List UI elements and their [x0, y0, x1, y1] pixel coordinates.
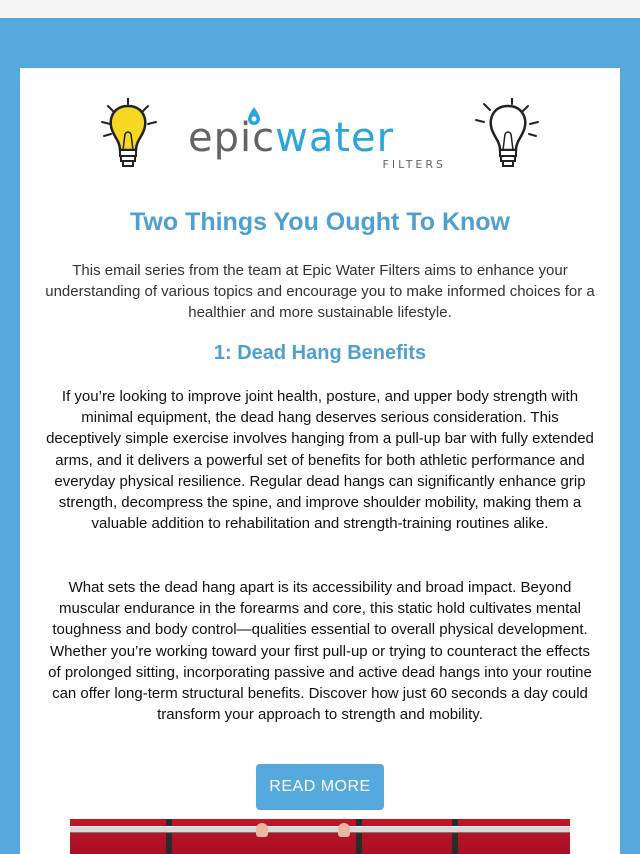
brand-wordmark — [188, 116, 452, 160]
section-title: 1: Dead Hang Benefits — [213, 342, 427, 364]
brand-subtitle: FILTERS — [382, 158, 446, 171]
dead-hang-photo[interactable] — [70, 819, 570, 854]
pull-up-bar — [70, 826, 570, 833]
rig-post — [356, 819, 362, 854]
email-title: Two Things You Ought To Know — [129, 208, 511, 236]
lightbulb-icon — [472, 98, 542, 175]
top-strip — [0, 0, 640, 18]
header-logo-row — [20, 96, 620, 176]
body-paragraph-2: What sets the dead hang apart is its accessibility and broad impact. Beyond muscular endurance in the forearms and core, this static hold cultivates mental toughness and body control—qualities essential to overall physical development. Whether you’re working toward your first pull-up or trying to counteract the effects of prolonged sitting, incorporating passive and active dead hangs into your routine can offer long-term structural benefits. Discover how just 60 seconds a day could transform your approach to strength and mobility. — [48, 579, 592, 724]
rig-post — [166, 819, 172, 854]
email-card — [20, 68, 620, 854]
rig-post — [452, 819, 458, 854]
intro-text: This email series from the team at Epic Water Filters aims to enhance your understanding of various topics and encourage you to make informed choices for a healthier and more sustainable lifestyle. — [45, 262, 595, 321]
read-more-button[interactable]: READ MORE — [256, 764, 384, 810]
brand-wordmark-water: water — [275, 115, 395, 161]
brand-logo — [188, 106, 452, 171]
lightbulb-icon — [98, 98, 168, 175]
brand-wordmark-epic: epic — [188, 115, 276, 161]
hand — [338, 823, 350, 837]
hand — [256, 823, 268, 837]
body-paragraph-1: If you’re looking to improve joint health, posture, and upper body strength with minimal equipment, the dead hang deserves serious consideration. This deceptively simple exercise involves hanging from a pull-up bar with fully extended arms, and it delivers a powerful set of benefits for both athletic performance and everyday physical resilience. Regular dead hangs can significantly enhance grip strength, decompress the spine, and improve shoulder mobility, making them a valuable addition to rehabilitation and strength-training routines alike. — [46, 388, 594, 533]
